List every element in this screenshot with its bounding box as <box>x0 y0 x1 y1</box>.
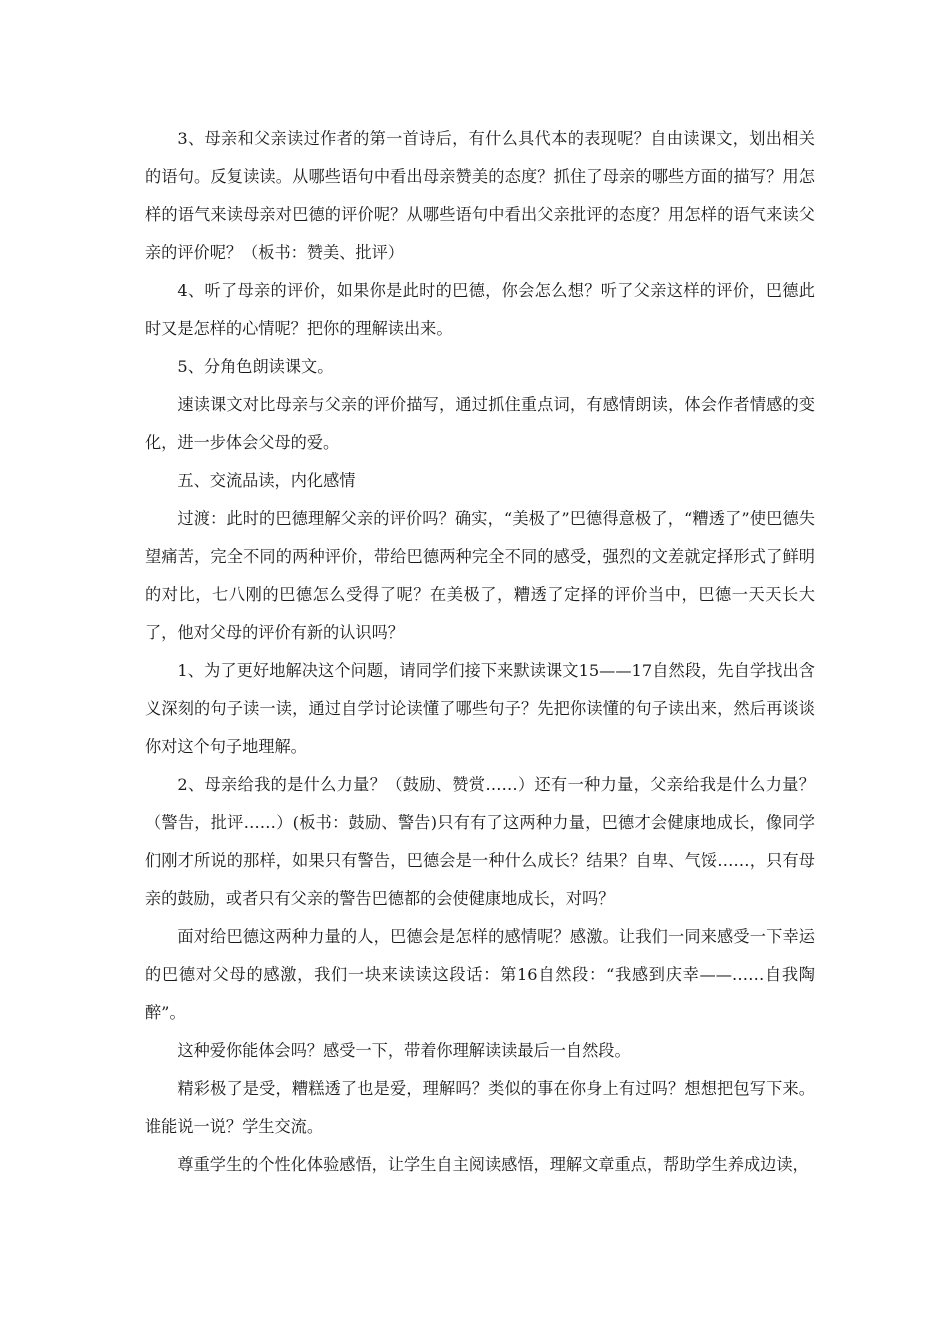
paragraph-q5-role-reading: 5、分角色朗读课文。 <box>177 357 334 376</box>
paragraph-design-note-1: 速读课文对比母亲与父亲的评价描写，通过抓住重点词，有感情朗读，体会作者情感的变化，进一步体会父母的爱。 <box>145 395 815 452</box>
paragraph-q3-reactions: 3、母亲和父亲读过作者的第一首诗后，有什么具代本的表现呢？自由读课文，划出相关的语句。反复读读。从哪些语句中看出母亲赞美的态度？抓住了母亲的哪些方面的描写？用怎样的语气来读母亲对巴德的评价呢？从哪些语句中看出父亲批评的态度？用怎样的语气来读父亲的评价呢？（板书：赞美、批评） <box>145 129 815 262</box>
paragraph-step-2: 2、母亲给我的是什么力量？（鼓励、赞赏……）还有一种力量，父亲给我是什么力量？（警告，批评……）(板书：鼓励、警告)只有有了这两种力量，巴德才会健康地成长，像同学们刚才所说的那样，如果只有警告，巴德会是一种什么成长？结果？自卑、气馁……，只有母亲的鼓励，或者只有父亲的警告巴德都的会使健康地成长，对吗？ <box>145 775 815 908</box>
paragraph-sharing: 精彩极了是受，糟糕透了也是爱，理解吗？类似的事在你身上有过吗？想想把包写下来。谁能说一说？学生交流。 <box>145 1079 815 1136</box>
document-body <box>145 120 815 1184</box>
paragraph-transition: 过渡：此时的巴德理解父亲的评价吗？确实，“美极了”巴德得意极了，“糟透了”使巴德失望痛苦，完全不同的两种评价，带给巴德两种完全不同的感受，强烈的文差就定择形式了鲜明的对比，七八刚的巴德怎么受得了呢？在美极了，糟透了定择的评价当中，巴德一天天长大了，他对父母的评价有新的认识吗？ <box>145 509 815 642</box>
paragraph-design-note-2: 尊重学生的个性化体验感悟，让学生自主阅读感悟，理解文章重点，帮助学生养成边读， <box>177 1155 809 1174</box>
paragraph-step-1: 1、为了更好地解决这个问题，请同学们接下来默读课文15——17自然段，先自学找出含义深刻的句子读一读，通过自学讨论读懂了哪些句子？先把你读懂的句子读出来，然后再谈谈你对这个句子地理解。 <box>145 661 815 756</box>
paragraph-last-section: 这种爱你能体会吗？感受一下，带着你理解读读最后一自然段。 <box>177 1041 631 1060</box>
section-heading-five: 五、交流品读，内化感情 <box>177 471 356 490</box>
paragraph-q4-feelings: 4、听了母亲的评价，如果你是此时的巴德，你会怎么想？听了父亲这样的评价，巴德此时又是怎样的心情呢？把你的理解读出来。 <box>145 281 815 338</box>
paragraph-gratitude: 面对给巴德这两种力量的人，巴德会是怎样的感情呢？感激。让我们一同来感受一下幸运的巴德对父母的感激，我们一块来读读这段话：第16自然段：“我感到庆幸——……自我陶醉”。 <box>145 927 815 1022</box>
